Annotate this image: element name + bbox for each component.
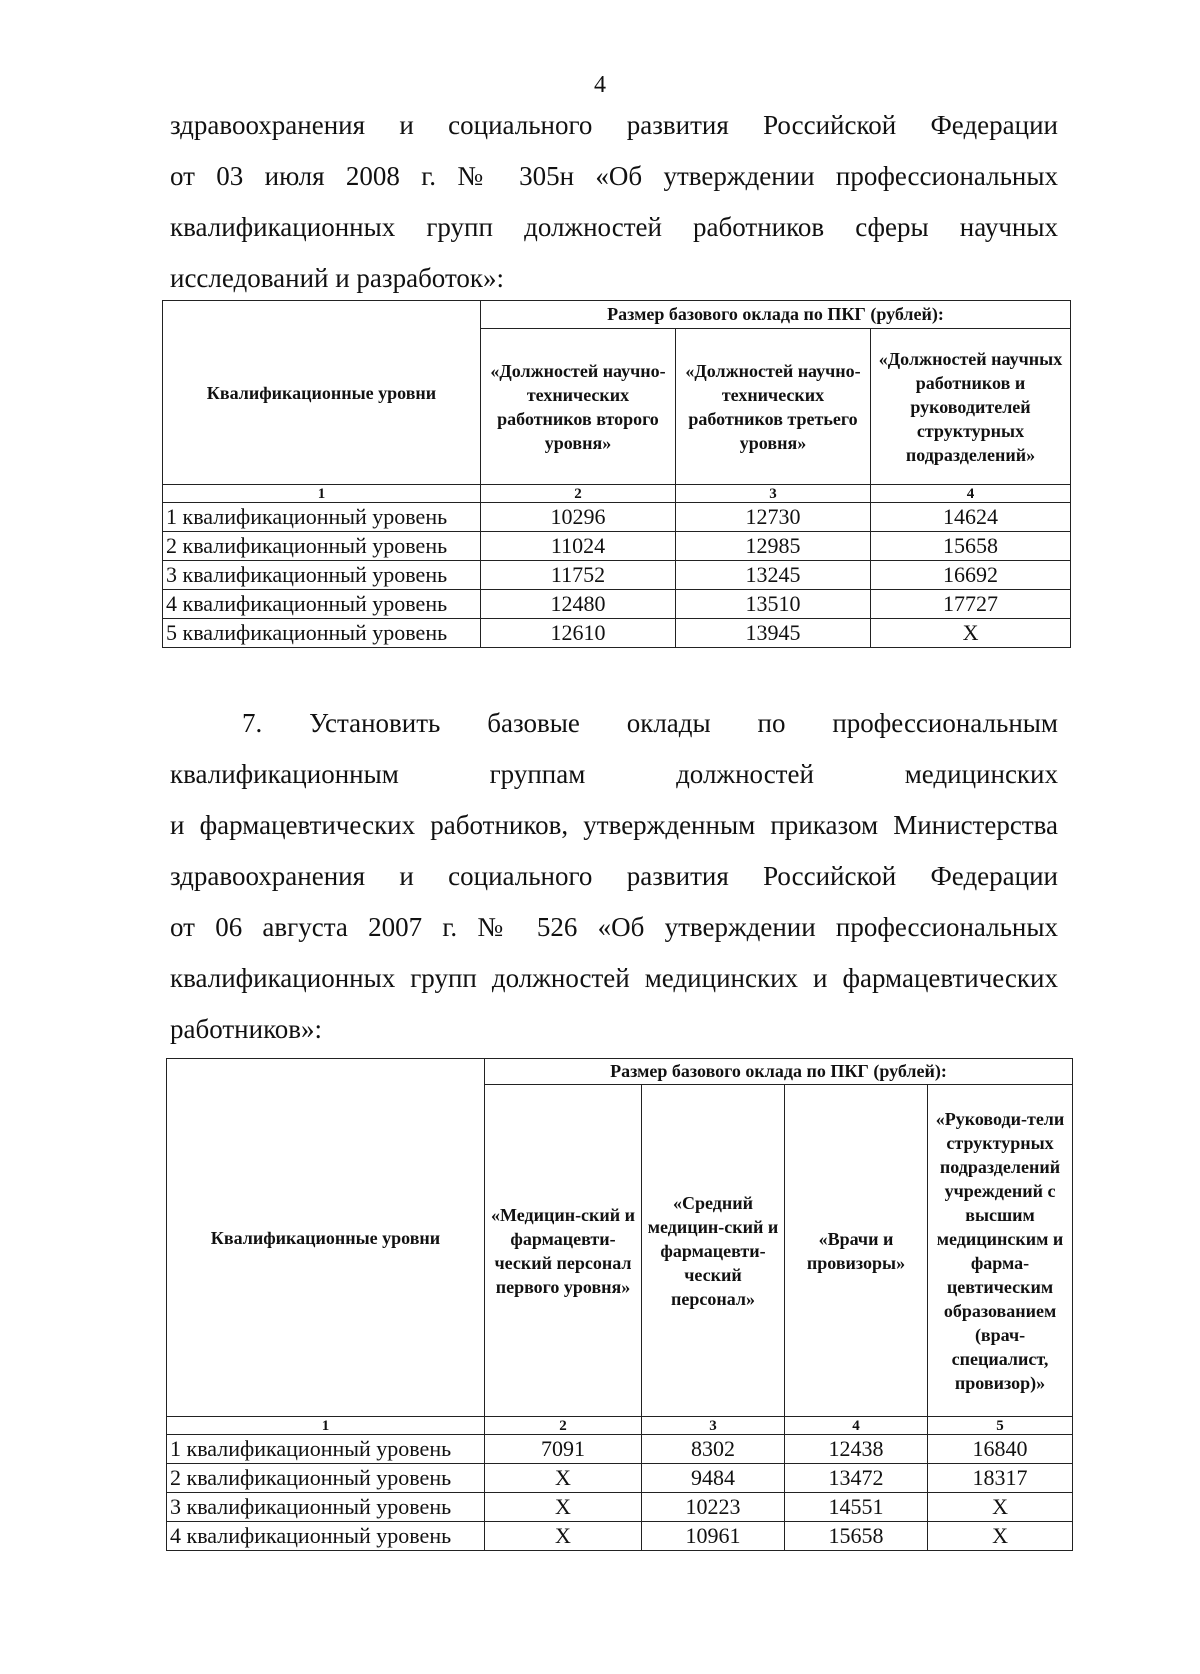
- intro-paragraph: [170, 100, 1058, 304]
- salary-value: 11024: [481, 532, 676, 561]
- item-7-line: 7. Установить базовые оклады по профессиональным: [242, 708, 1058, 738]
- table-row: [167, 1493, 1073, 1522]
- salary-value: 14551: [785, 1493, 928, 1522]
- level-label: 4 квалификационный уровень: [167, 1522, 485, 1551]
- salary-table-research: [162, 300, 1071, 648]
- salary-value: 10223: [642, 1493, 785, 1522]
- table-row: [163, 590, 1071, 619]
- table-row: [167, 1435, 1073, 1464]
- column-number-cell: 5: [928, 1417, 1073, 1435]
- salary-value: 13510: [676, 590, 871, 619]
- salary-value: 8302: [642, 1435, 785, 1464]
- salary-value: 9484: [642, 1464, 785, 1493]
- column-number-cell: 1: [163, 485, 481, 503]
- salary-value: 12438: [785, 1435, 928, 1464]
- column-header-cell: «Руководи-тели структурных подразделений учреждений с высшим медицинским и фарма-цевтическим образованием (врач-специалист, провизор)»: [928, 1085, 1073, 1417]
- row-header-cell: Квалификационные уровни: [163, 301, 481, 485]
- salary-value: 12985: [676, 532, 871, 561]
- salary-value: 13945: [676, 619, 871, 648]
- salary-table-medical: [166, 1058, 1073, 1551]
- row-header-cell: Квалификационные уровни: [167, 1059, 485, 1417]
- table-row: [163, 532, 1071, 561]
- salary-value: 10296: [481, 503, 676, 532]
- level-label: 2 квалификационный уровень: [167, 1464, 485, 1493]
- group-header-cell: Размер базового оклада по ПКГ (рублей):: [481, 301, 1071, 329]
- table-row: [163, 561, 1071, 590]
- group-header-cell: Размер базового оклада по ПКГ (рублей):: [485, 1059, 1073, 1085]
- column-header-cell: «Медицин-ский и фармацевти-ческий персонал первого уровня»: [485, 1085, 642, 1417]
- level-label: 3 квалификационный уровень: [163, 561, 481, 590]
- item-7-line: здравоохранения и социального развития Российской Федерации: [170, 861, 1058, 891]
- salary-value: 15658: [785, 1522, 928, 1551]
- level-label: 1 квалификационный уровень: [167, 1435, 485, 1464]
- salary-value: 13472: [785, 1464, 928, 1493]
- intro-line: квалификационных групп должностей работников сферы научных: [170, 212, 1058, 242]
- intro-line: от 03 июля 2008 г. № 305н «Об утверждении профессиональных: [170, 161, 1058, 191]
- salary-value: 11752: [481, 561, 676, 590]
- salary-value: Х: [871, 619, 1071, 648]
- salary-value: Х: [928, 1493, 1073, 1522]
- level-label: 3 квалификационный уровень: [167, 1493, 485, 1522]
- salary-value: 13245: [676, 561, 871, 590]
- level-label: 4 квалификационный уровень: [163, 590, 481, 619]
- level-label: 5 квалификационный уровень: [163, 619, 481, 648]
- column-header-cell: «Должностей научно-технических работников третьего уровня»: [676, 329, 871, 485]
- column-header-cell: «Врачи и провизоры»: [785, 1085, 928, 1417]
- salary-value: 12610: [481, 619, 676, 648]
- level-label: 2 квалификационный уровень: [163, 532, 481, 561]
- column-header-cell: «Средний медицин-ский и фармацевти-ческий персонал»: [642, 1085, 785, 1417]
- column-number-cell: 4: [785, 1417, 928, 1435]
- column-number-cell: 1: [167, 1417, 485, 1435]
- salary-value: 10961: [642, 1522, 785, 1551]
- salary-value: 12730: [676, 503, 871, 532]
- intro-line: здравоохранения и социального развития Российской Федерации: [170, 110, 1058, 140]
- intro-line: исследований и разработок»:: [170, 263, 505, 293]
- salary-value: 12480: [481, 590, 676, 619]
- salary-value: 18317: [928, 1464, 1073, 1493]
- column-number-cell: 2: [485, 1417, 642, 1435]
- item-7-line: квалификационным группам должностей медицинских: [170, 759, 1058, 789]
- salary-value: 14624: [871, 503, 1071, 532]
- item-7-line: и фармацевтических работников, утвержденным приказом Министерства: [170, 810, 1058, 840]
- salary-value: Х: [485, 1522, 642, 1551]
- item-7-line: квалификационных групп должностей медицинских и фармацевтических: [170, 963, 1058, 993]
- table-row: [167, 1464, 1073, 1493]
- salary-value: 17727: [871, 590, 1071, 619]
- salary-value: 7091: [485, 1435, 642, 1464]
- table-row: [163, 503, 1071, 532]
- column-number-cell: 3: [642, 1417, 785, 1435]
- salary-value: 15658: [871, 532, 1071, 561]
- salary-value: Х: [485, 1493, 642, 1522]
- column-number-cell: 4: [871, 485, 1071, 503]
- column-header-cell: «Должностей научно-технических работников второго уровня»: [481, 329, 676, 485]
- level-label: 1 квалификационный уровень: [163, 503, 481, 532]
- item-7-line: работников»:: [170, 1014, 323, 1044]
- salary-value: 16840: [928, 1435, 1073, 1464]
- column-header-cell: «Должностей научных работников и руководителей структурных подразделений»: [871, 329, 1071, 485]
- column-number-cell: 3: [676, 485, 871, 503]
- page-number: 4: [594, 72, 606, 98]
- item-7-paragraph: [170, 698, 1058, 1055]
- column-number-cell: 2: [481, 485, 676, 503]
- salary-value: Х: [485, 1464, 642, 1493]
- table-row: [163, 619, 1071, 648]
- salary-value: 16692: [871, 561, 1071, 590]
- table-row: [167, 1522, 1073, 1551]
- item-7-line: от 06 августа 2007 г. № 526 «Об утверждении профессиональных: [170, 912, 1058, 942]
- salary-value: Х: [928, 1522, 1073, 1551]
